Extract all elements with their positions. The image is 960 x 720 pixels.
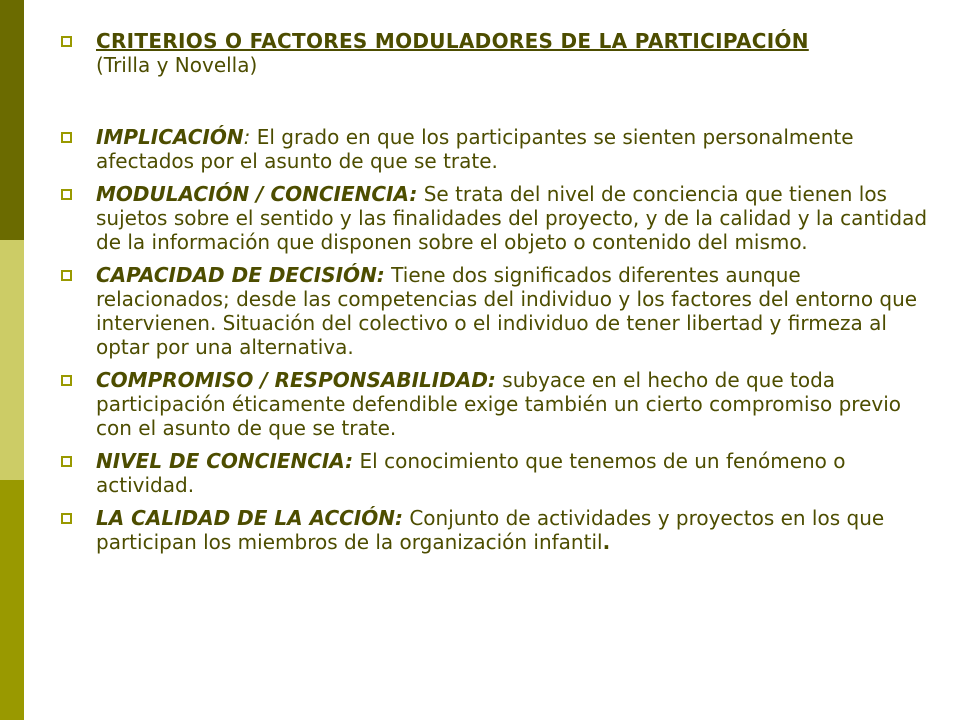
slide-content bbox=[58, 29, 938, 563]
item-description: Tiene dos significados diferentes aunque relacionados; desde las competencias del individuo y los factores del entorno que intervienen. Situación del colectivo o el individuo de tener libertad y firmeza al optar por una alternativa. bbox=[96, 263, 918, 359]
item-ending: . bbox=[602, 530, 611, 554]
item-term: MODULACIÓN / CONCIENCIA: bbox=[96, 182, 418, 206]
slide-subtitle: (Trilla y Novella) bbox=[96, 53, 258, 77]
square-bullet-icon bbox=[61, 456, 72, 467]
item-term: COMPROMISO / RESPONSABILIDAD: bbox=[96, 368, 496, 392]
list-item-capacidad bbox=[58, 263, 938, 359]
side-bar-bottom bbox=[0, 480, 24, 720]
square-bullet-icon bbox=[61, 513, 72, 524]
square-bullet-icon bbox=[61, 132, 72, 143]
slide-title: CRITERIOS O FACTORES MODULADORES DE LA PARTICIPACIÓN bbox=[96, 29, 809, 53]
list-item-nivel bbox=[58, 449, 938, 497]
list-item-calidad bbox=[58, 506, 938, 554]
list-item-modulacion bbox=[58, 182, 938, 254]
item-term: IMPLICACIÓN bbox=[96, 125, 244, 149]
item-description: Conjunto de actividades y proyectos en los que participan los miembros de la organización infantil bbox=[96, 506, 885, 554]
title-item bbox=[58, 29, 938, 77]
square-bullet-icon bbox=[61, 36, 72, 47]
list-item-compromiso bbox=[58, 368, 938, 440]
item-description: subyace en el hecho de que toda participación éticamente defendible exige también un cierto compromiso previo con el asunto de que se trate. bbox=[96, 368, 901, 440]
side-bar-middle bbox=[0, 240, 24, 480]
list-item-implicacion bbox=[58, 125, 938, 173]
square-bullet-icon bbox=[61, 375, 72, 386]
item-term: CAPACIDAD DE DECISIÓN: bbox=[96, 263, 385, 287]
item-term: NIVEL DE CONCIENCIA: bbox=[96, 449, 354, 473]
square-bullet-icon bbox=[61, 270, 72, 281]
item-description: El conocimiento que tenemos de un fenómeno o actividad. bbox=[96, 449, 846, 497]
item-description: Se trata del nivel de conciencia que tienen los sujetos sobre el sentido y las finalidades del proyecto, y de la calidad y la cantidad de la información que disponen sobre el objeto o contenido del mismo. bbox=[96, 182, 928, 254]
item-description: El grado en que los participantes se sienten personalmente afectados por el asunto de que se trate. bbox=[96, 125, 854, 173]
side-bar-top bbox=[0, 0, 24, 240]
square-bullet-icon bbox=[61, 189, 72, 200]
item-term-suffix: : bbox=[243, 125, 251, 149]
item-term: LA CALIDAD DE LA ACCIÓN: bbox=[96, 506, 403, 530]
